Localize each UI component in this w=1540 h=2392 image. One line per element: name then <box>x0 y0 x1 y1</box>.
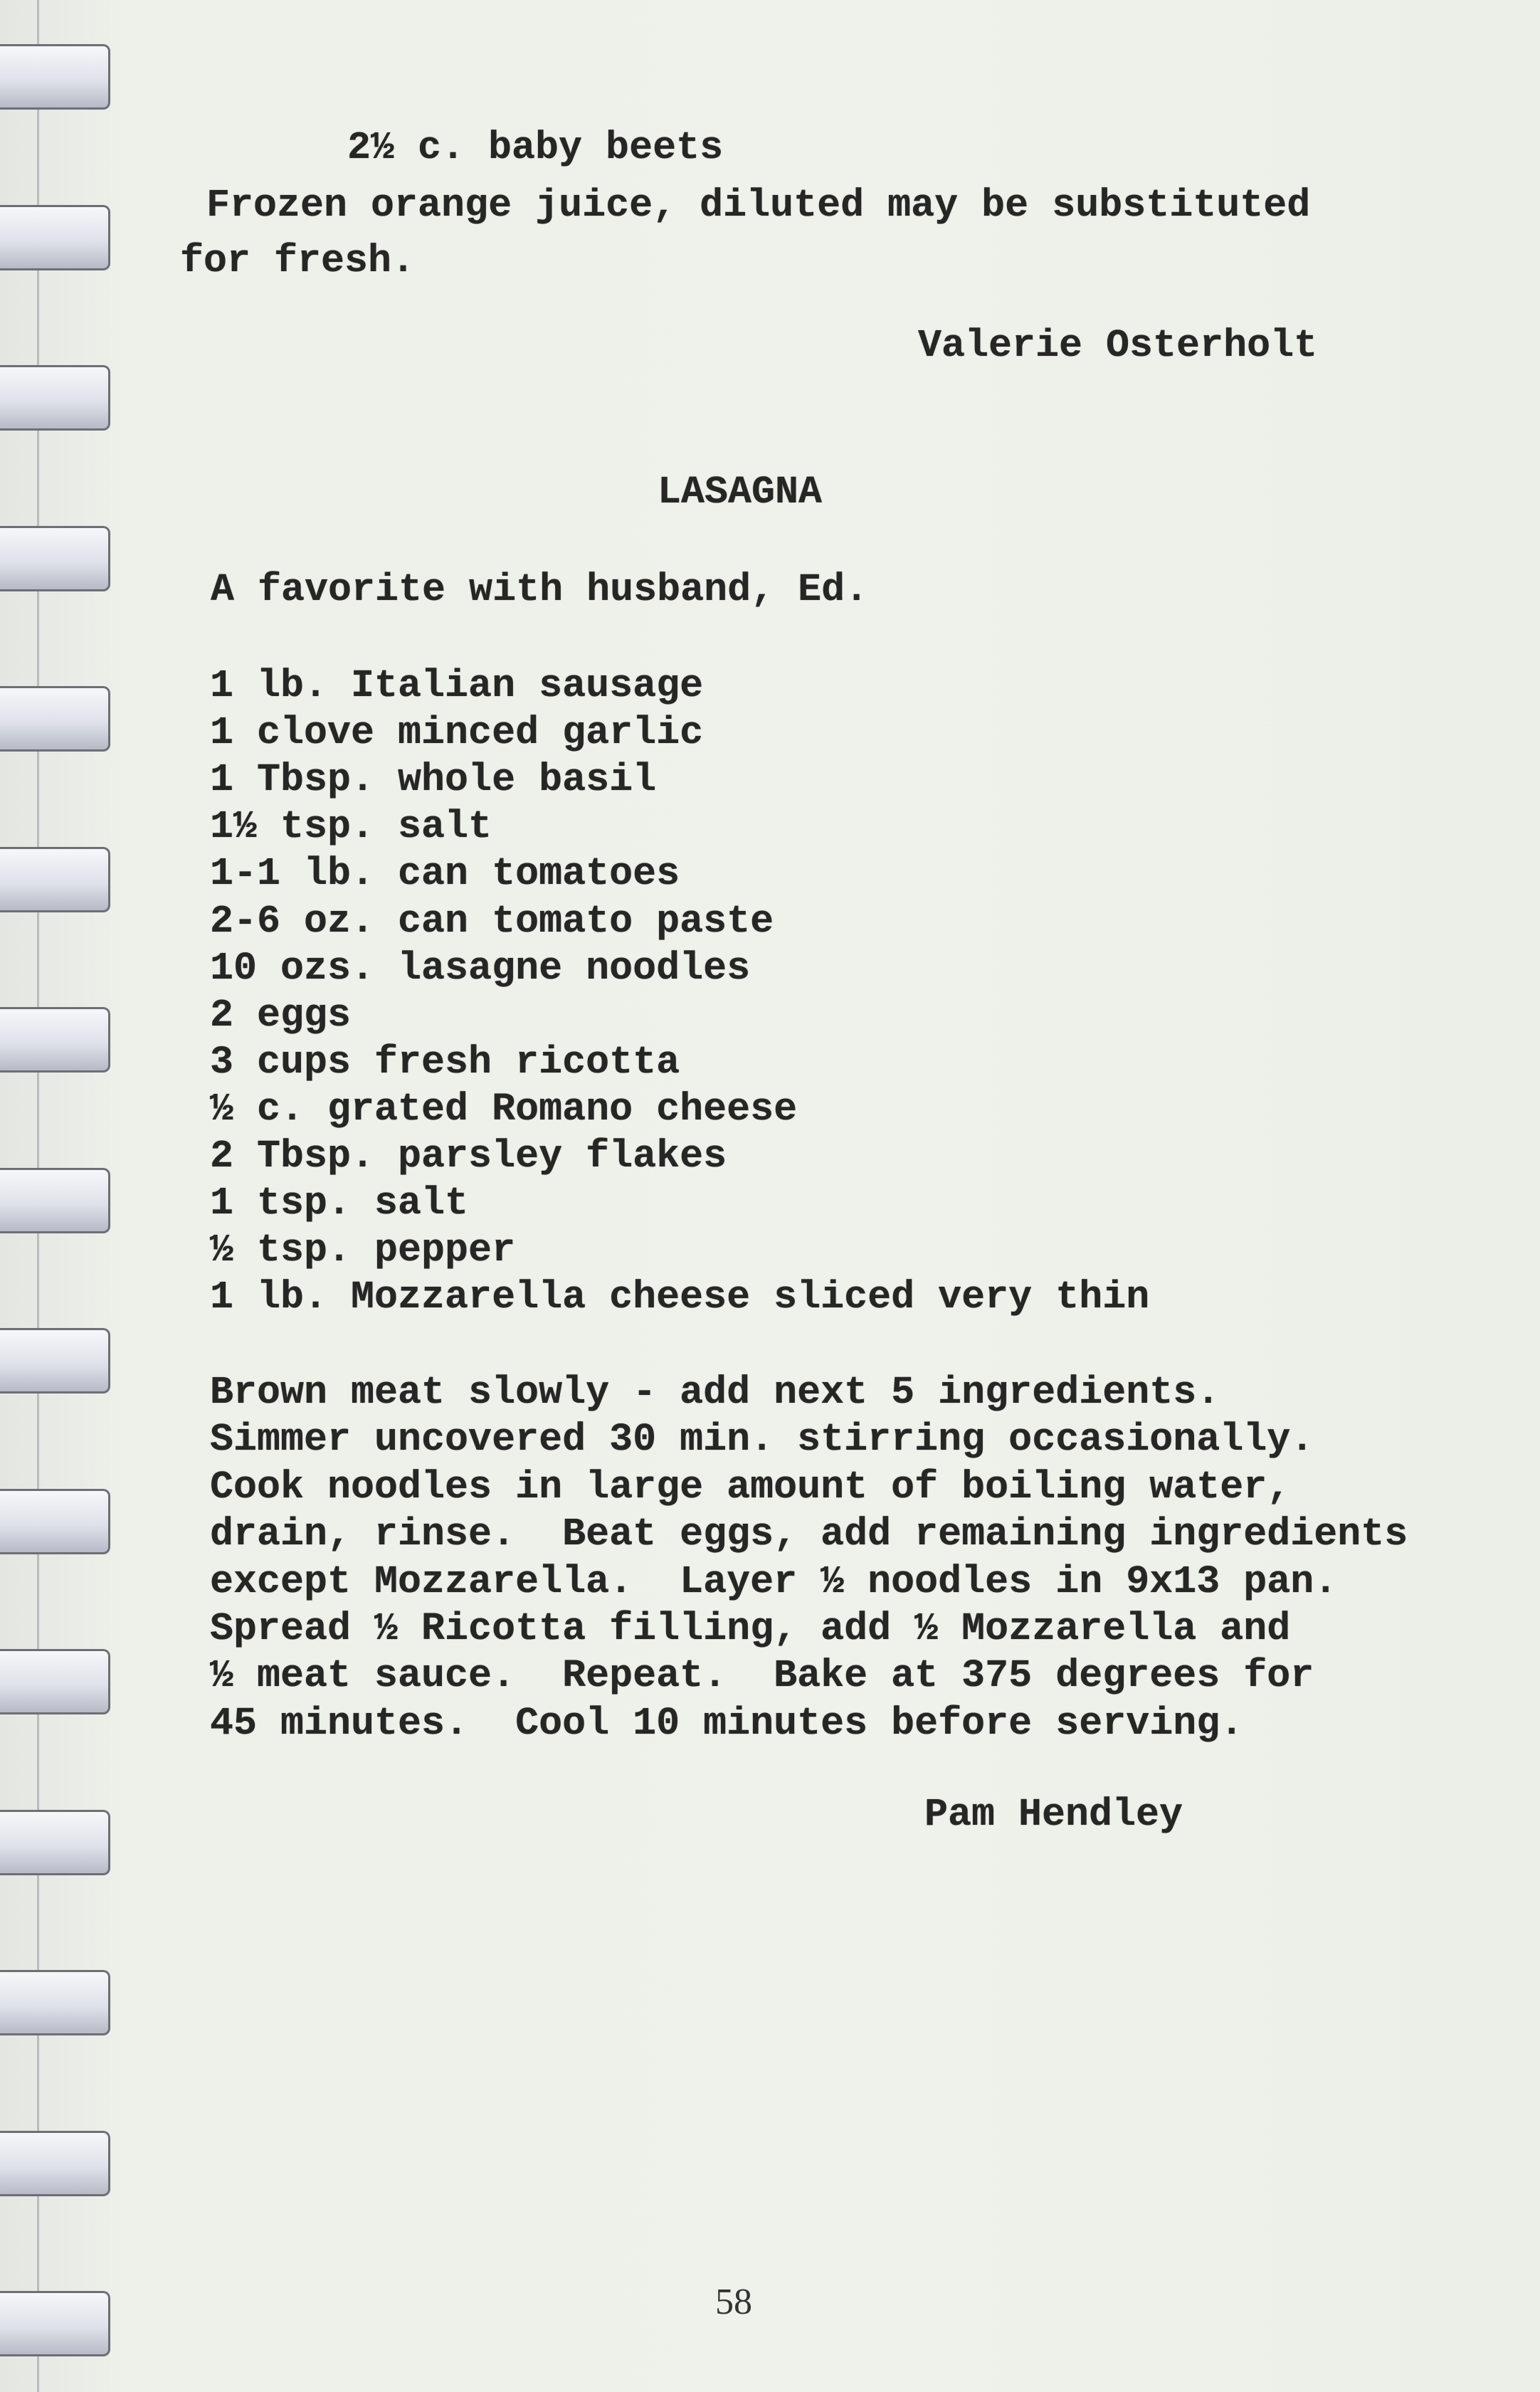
ingredient-line: 1½ tsp. salt <box>210 804 492 850</box>
spiral-loop <box>0 1328 110 1393</box>
spiral-loop <box>0 847 110 912</box>
spiral-loop <box>0 686 110 752</box>
direction-line: Cook noodles in large amount of boiling water, <box>210 1464 1291 1510</box>
spiral-loop <box>0 1489 110 1554</box>
ingredient-line: 2 Tbsp. parsley flakes <box>210 1134 727 1179</box>
ingredient-line: ½ c. grated Romano cheese <box>210 1086 798 1132</box>
ingredient-line: 1-1 lb. can tomatoes <box>210 851 680 897</box>
recipe-title: LASAGNA <box>658 470 823 515</box>
direction-line: Spread ½ Ricotta filling, add ½ Mozzarella and <box>210 1606 1291 1651</box>
ingredient-line: 1 Tbsp. whole basil <box>210 757 657 803</box>
spiral-loop <box>0 1649 110 1714</box>
direction-line: drain, rinse. Beat eggs, add remaining ingredients <box>210 1512 1408 1557</box>
spiral-loop <box>0 1810 110 1875</box>
spiral-loop <box>0 205 110 270</box>
direction-line: ½ meat sauce. Repeat. Bake at 375 degrees for <box>210 1653 1314 1699</box>
spiral-loop <box>0 526 110 591</box>
ingredient-line: 1 tsp. salt <box>210 1181 469 1226</box>
ingredient-line: 2-6 oz. can tomato paste <box>210 898 774 944</box>
prev-recipe-author: Valerie Osterholt <box>918 323 1318 368</box>
ingredient-line: 1 lb. Mozzarella cheese sliced very thin <box>210 1275 1150 1320</box>
spiral-loop <box>0 2131 110 2196</box>
prev-recipe-last-ingredient: 2½ c. baby beets <box>347 125 724 170</box>
ingredient-line: 10 ozs. lasagne noodles <box>210 945 751 991</box>
spiral-loop <box>0 1007 110 1073</box>
ingredient-line: 2 eggs <box>210 992 352 1038</box>
ingredient-line: ½ tsp. pepper <box>210 1228 516 1273</box>
prev-recipe-note-cont: for fresh. <box>180 238 416 283</box>
page-number: 58 <box>715 2282 752 2322</box>
direction-line: Simmer uncovered 30 min. stirring occasionally. <box>210 1417 1314 1463</box>
direction-line: 45 minutes. Cool 10 minutes before serving. <box>210 1700 1244 1746</box>
spiral-loop <box>0 1970 110 2035</box>
spiral-loop <box>0 44 110 110</box>
spiral-loop <box>0 2291 110 2356</box>
spiral-loop <box>0 1168 110 1233</box>
recipe-intro: A favorite with husband, Ed. <box>211 567 869 612</box>
direction-line: except Mozzarella. Layer ½ noodles in 9x13 pan. <box>210 1559 1338 1604</box>
recipe-author: Pam Hendley <box>924 1792 1183 1837</box>
prev-recipe-note: Frozen orange juice, diluted may be substituted <box>206 183 1311 228</box>
ingredient-line: 3 cups fresh ricotta <box>210 1039 680 1085</box>
ingredient-line: 1 clove minced garlic <box>210 710 704 756</box>
ingredient-line: 1 lb. Italian sausage <box>210 663 704 708</box>
direction-line: Brown meat slowly - add next 5 ingredients. <box>210 1370 1220 1415</box>
spiral-loop <box>0 365 110 431</box>
